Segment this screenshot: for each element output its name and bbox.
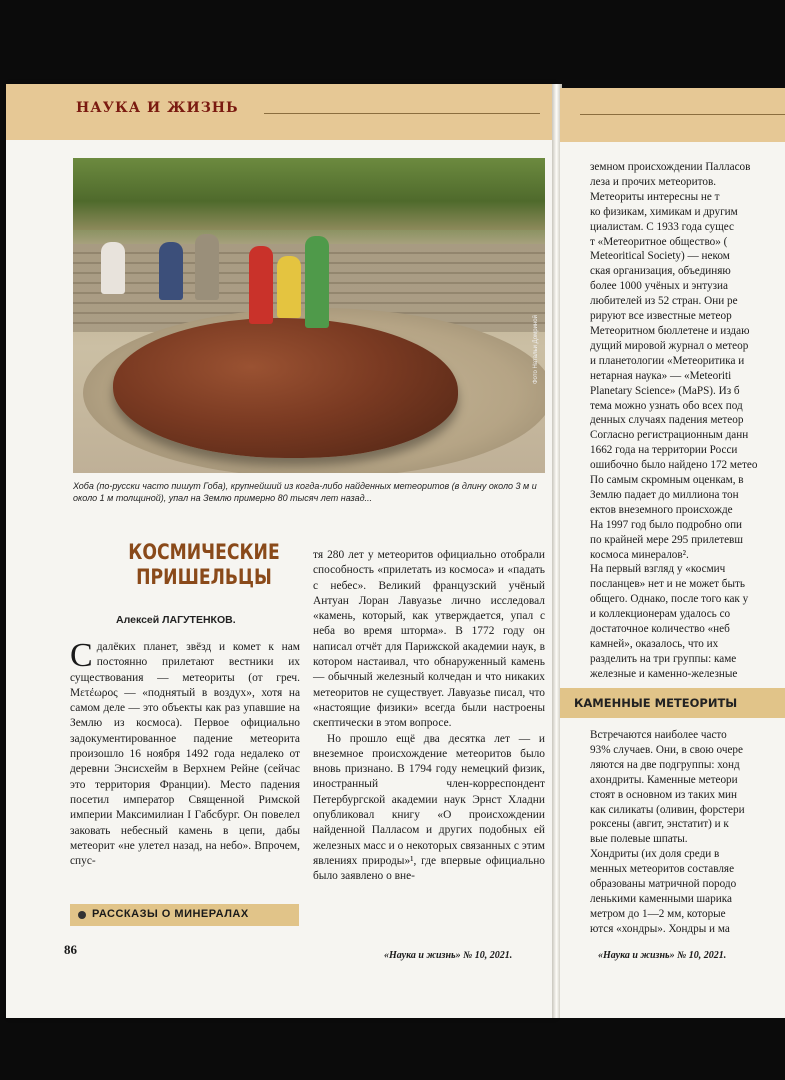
text-line: железные и каменно-железные	[590, 667, 738, 680]
running-head: НАУКА И ЖИЗНЬ	[76, 100, 239, 116]
text-line: образованы матричной породо	[590, 878, 737, 891]
text-line: дущий мировой журнал о метеор	[590, 339, 749, 352]
text-column-1	[70, 637, 300, 896]
article-title-line: ПРИШЕЛЬЦЫ	[136, 565, 272, 589]
running-head-band	[6, 84, 554, 140]
text-line: По самым скромным оценкам, в	[590, 474, 744, 487]
text-column-2	[313, 548, 545, 946]
person-figure	[195, 234, 219, 300]
text-line: и планетологии «Метеоритика и	[590, 354, 745, 367]
text-line: ляются на две подгруппы: хонд	[590, 758, 740, 771]
text-line: вые полевые шпаты.	[590, 833, 688, 846]
person-figure	[249, 246, 273, 324]
photo-credit: Фото Натальи Домриной	[533, 315, 539, 384]
text-line: общего. Однако, после того как у	[590, 593, 749, 606]
bullet-icon	[78, 911, 86, 919]
text-line: На первый взгляд у «космич	[590, 563, 726, 576]
right-text-bottom	[590, 728, 745, 937]
text-line: Хондриты (их доля среди в	[590, 848, 720, 861]
text-line: как силикаты (оливин, форстери	[590, 803, 745, 816]
text-line: ленькими каменными шарика	[590, 892, 732, 905]
footer-issue-right: «Наука и жизнь» № 10, 2021.	[598, 950, 727, 961]
text-line: циалистам. С 1933 года сущес	[590, 220, 734, 233]
person-figure	[159, 242, 183, 300]
text-line: роксены (авгит, энстатит) и к	[590, 818, 729, 831]
text-line: посланцев» нет и не может быть	[590, 578, 745, 591]
drop-cap: С	[70, 637, 93, 674]
left-page	[6, 84, 554, 1018]
text-line: Meteoritical Society) — неком	[590, 250, 730, 263]
text-line: земном происхождении Палласов	[590, 161, 751, 173]
text-line: Planetary Science» (MaPS). Из б	[590, 384, 740, 397]
text-line: стоят в основном из таких мин	[590, 788, 738, 801]
text-line: ются «хондры». Хондры и ма	[590, 922, 730, 935]
text-line: менных метеоритов составляе	[590, 863, 735, 876]
text-line: На 1997 год было подробно опи	[590, 518, 743, 531]
article-title	[122, 540, 286, 590]
text-line: тема можно узнать обо всех под	[590, 399, 743, 412]
text-line: ахондриты. Каменные метеори	[590, 773, 738, 786]
text-line: Землю падает до миллиона тон	[590, 488, 739, 501]
text-line: леза и прочих метеоритов.	[590, 175, 717, 188]
header-rule	[580, 114, 785, 115]
column-2-paragraph: тя 280 лет у метеоритов официально отобрали способность «прилетать из космоса» и «падать с небес». Великий французский учёный Антуан Лоран Лавуазье лично исследовал «камень, который, как утверждается, упал с неба во время шторма». В 1772 году он написал отчёт для Парижской академии наук, в котором настаивал, что обнаруженный камень — обычный железный колчедан и что никаких метеоритов не существует. Лавуазье писал, что «настоящие физики» всегда были настроены скептически в этом вопросе.	[313, 549, 545, 730]
text-line: ко физикам, химикам и другим	[590, 205, 738, 218]
text-line: 1662 года на территории Росси	[590, 444, 738, 457]
photo-caption: Хоба (по-русски часто пишут Гоба), крупнейший из когда-либо найденных метеоритов (в длину около 3 м и около 1 м толщиной), упал на Землю примерно 80 тысяч лет назад...	[73, 481, 537, 503]
section-label: РАССКАЗЫ О МИНЕРАЛАХ	[92, 908, 249, 920]
text-line: космоса минералов².	[590, 548, 689, 561]
text-line: любителей из 52 стран. Они ре	[590, 295, 738, 308]
subheading-bar	[560, 688, 785, 718]
author-byline: Алексей ЛАГУТЕНКОВ.	[116, 614, 236, 626]
text-line: Метеориты интересны не т	[590, 190, 720, 203]
footer-issue: «Наука и жизнь» № 10, 2021.	[384, 950, 513, 961]
text-line: достаточное количество «неб	[590, 623, 730, 636]
person-figure	[277, 256, 301, 318]
text-line: более 1000 учёных и энтузиа	[590, 280, 728, 293]
text-line: ектов внеземного происхожде	[590, 503, 733, 516]
text-line: метром до 1—2 мм, которые	[590, 907, 726, 920]
header-rule	[264, 113, 540, 114]
person-figure	[101, 242, 125, 294]
text-line: Метеоритном бюллетене и издаю	[590, 324, 750, 337]
section-label-bar	[70, 904, 299, 926]
text-line: денных случаях падения метеор	[590, 414, 744, 427]
text-line: ошибочно было найдено 172 метео	[590, 459, 758, 472]
text-line: нетарная наука» — «Meteoriti	[590, 369, 732, 382]
column-2-paragraph: Но прошло ещё два десятка лет — и внеземное происхождение метеоритов было вновь признано. В 1794 году немецкий физик, иностранный член-корреспондент Петербургской академии наук Эрнст Хладни опубликовал книгу «О происхождении найденной Палласом и других подобных ей железных масс и о некоторых связанных с этим явлениях природы»¹, где впервые официально было заявлено о вне-	[313, 732, 545, 883]
text-line: 93% случаев. Они, в свою очере	[590, 743, 743, 756]
text-line: и коллекционерам удалось со	[590, 608, 731, 621]
text-line: т «Метеоритное общество» (	[590, 235, 728, 248]
right-page	[560, 88, 785, 1018]
right-text-top	[590, 160, 757, 682]
text-line: камней», оказалось, что их	[590, 638, 719, 650]
running-head-band-right	[560, 88, 785, 142]
subheading: КАМЕННЫЕ МЕТЕОРИТЫ	[574, 696, 738, 710]
hoba-meteorite	[113, 318, 458, 458]
meteorite-photo	[73, 158, 545, 473]
person-figure	[305, 236, 329, 328]
text-line: по крайней мере 295 прилетевш	[590, 533, 743, 546]
photo-trees	[73, 158, 545, 230]
text-line: Согласно регистрационным данн	[590, 429, 749, 442]
column-1-text: далёких планет, звёзд и комет к нам постоянно прилетают вестники их существования — метеориты (от греч. Μετέωρος — «поднятый в воздух», хотя на самом деле — это объекты как раз упавшие на Землю из космоса). Первое официально задокументированное падение метеорита произошло 16 ноября 1492 года недалеко от деревни Энсисхейм в Верхнем Рейне (сейчас это территория Франции). Место падения посетил император Священной Римской империи Максимилиан I Габсбург. Он повелел заковать небесный камень в цепи, дабы метеорит «не улетел назад, на небо». Впрочем, спус-	[70, 641, 300, 868]
text-line: ская организация, объединяю	[590, 265, 731, 278]
text-line: Встречаются наиболее часто	[590, 729, 727, 741]
text-line: разделить на три группы: каме	[590, 652, 737, 665]
article-title-line: КОСМИЧЕСКИЕ	[128, 540, 280, 564]
text-line: рируют все известные метеор	[590, 310, 732, 323]
page-number: 86	[64, 942, 77, 957]
